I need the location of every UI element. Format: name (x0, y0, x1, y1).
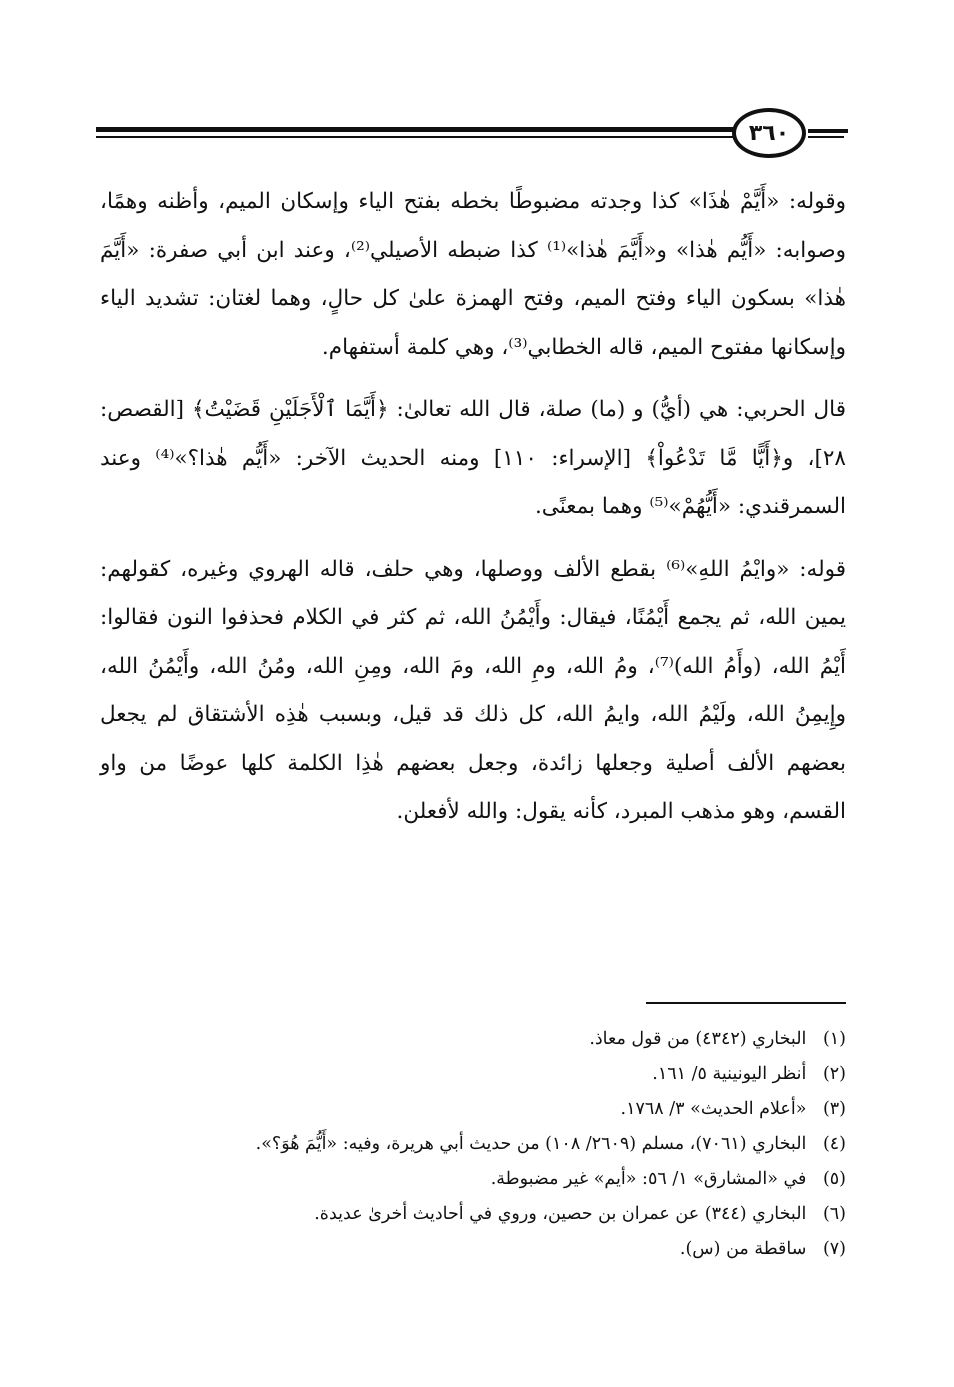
footnote-text: أنظر اليونينية ٥/ ١٦١. (652, 1064, 807, 1084)
footnote (100, 1162, 846, 1197)
footnote (100, 1092, 846, 1127)
footnote-number: (٧) (822, 1239, 846, 1259)
footnote (100, 1127, 846, 1162)
footnote (100, 1232, 846, 1267)
footnote-separator (646, 1002, 846, 1004)
page-header (96, 108, 848, 164)
footnotes (100, 1022, 846, 1267)
footnote-text: ساقطة من (س). (679, 1239, 807, 1259)
main-text (100, 178, 846, 851)
footnote (100, 1057, 846, 1092)
header-rule (96, 127, 736, 132)
footnote-text: في «المشارق» ١/ ٥٦: «أيم» غير مضبوطة. (490, 1169, 807, 1189)
footnote-number: (٣) (822, 1099, 846, 1119)
page-number: ٣٦٠ (748, 120, 790, 146)
footnote-text: البخاري (٧٠٦١)، مسلم (٢٦٠٩/ ١٠٨) من حديث أبي هريرة، وفيه: «أَيُّمَ هُوَ؟». (255, 1134, 807, 1154)
footnote-text: «أعلام الحديث» ٣/ ١٧٦٨. (620, 1099, 807, 1119)
paragraph: وقوله: «أَيَّمْ هٰذَا» كذا وجدته مضبوطًا بخطه بفتح الياء وإسكان الميم، وأظنه وهمًا، وصوابه: «أَيُّم هٰذا» و«أَيَّمَ هٰذا»⁽¹⁾ كذا ضبطه الأصيلي⁽²⁾، وعند ابن أبي صفرة: «أَيَّمَ هٰذا» بسكون الياء وفتح الميم، وفتح الهمزة علىٰ كل حالٍ، وهما لغتان: تشديد الياء وإسكانها مفتوح الميم، قاله الخطابي⁽³⁾، وهي كلمة أستفهام. (100, 189, 846, 360)
footnote-number: (٤) (822, 1134, 846, 1154)
paragraph: قوله: «وايْمُ اللهِ»⁽⁶⁾ بقطع الألف ووصلها، وهي حلف، قاله الهروي وغيره، كقولهم: يمين الله، ثم يجمع أَيْمُنًا، فيقال: وأَيْمُنُ الله، ثم كثر في الكلام فحذفوا النون فقالوا: أَيْمُ الله، (وأَمُ الله)⁽⁷⁾، ومُ الله، ومِ الله، ومَ الله، ومِنِ الله، ومُنُ الله، وأَيْمُنُ الله، وإِيمِنُ الله، ولَيْمُ الله، وايمُ الله، كل ذلك قد قيل، وبسبب هٰذِه الأشتقاق لم يجعل بعضهم الألف أصلية وجعلها زائدة، وجعل بعضهم هٰذِا الكلمة كلها عوضًا من واو القسم، وهو مذهب المبرد، كأنه يقول: والله لأفعلن. (100, 556, 846, 824)
page-number-badge (732, 108, 806, 158)
header-rule-tail (808, 129, 848, 133)
footnote-text: البخاري (٣٤٤) عن عمران بن حصين، وروي في أحاديث أخرىٰ عديدة. (314, 1204, 807, 1224)
paragraph: قال الحربي: هي (أيُّ) و (ما) صلة، قال الله تعالىٰ: ﴿أَيَّمَا ٱلْأَجَلَيْنِ قَضَيْتُ﴾ [القصص: ٢٨]، و﴿أَيًّا مَّا تَدْعُواْ﴾ [الإسراء: ١١٠] ومنه الحديث الآخر: «أَيُّم هٰذا؟»⁽⁴⁾ وعند السمرقندي: «أَيُّهُمْ»⁽⁵⁾ وهما بمعنًى. (100, 397, 846, 519)
footnote-number: (٦) (822, 1204, 846, 1224)
footnote-number: (٢) (822, 1064, 846, 1084)
footnote-number: (٥) (822, 1169, 846, 1189)
footnote (100, 1197, 846, 1232)
footnote-number: (١) (822, 1029, 846, 1049)
footnote-text: البخاري (٤٣٤٢) من قول معاذ. (589, 1029, 807, 1049)
footnote (100, 1022, 846, 1057)
header-rule-thin (96, 136, 736, 138)
header-rule-tail-thin (808, 136, 844, 138)
